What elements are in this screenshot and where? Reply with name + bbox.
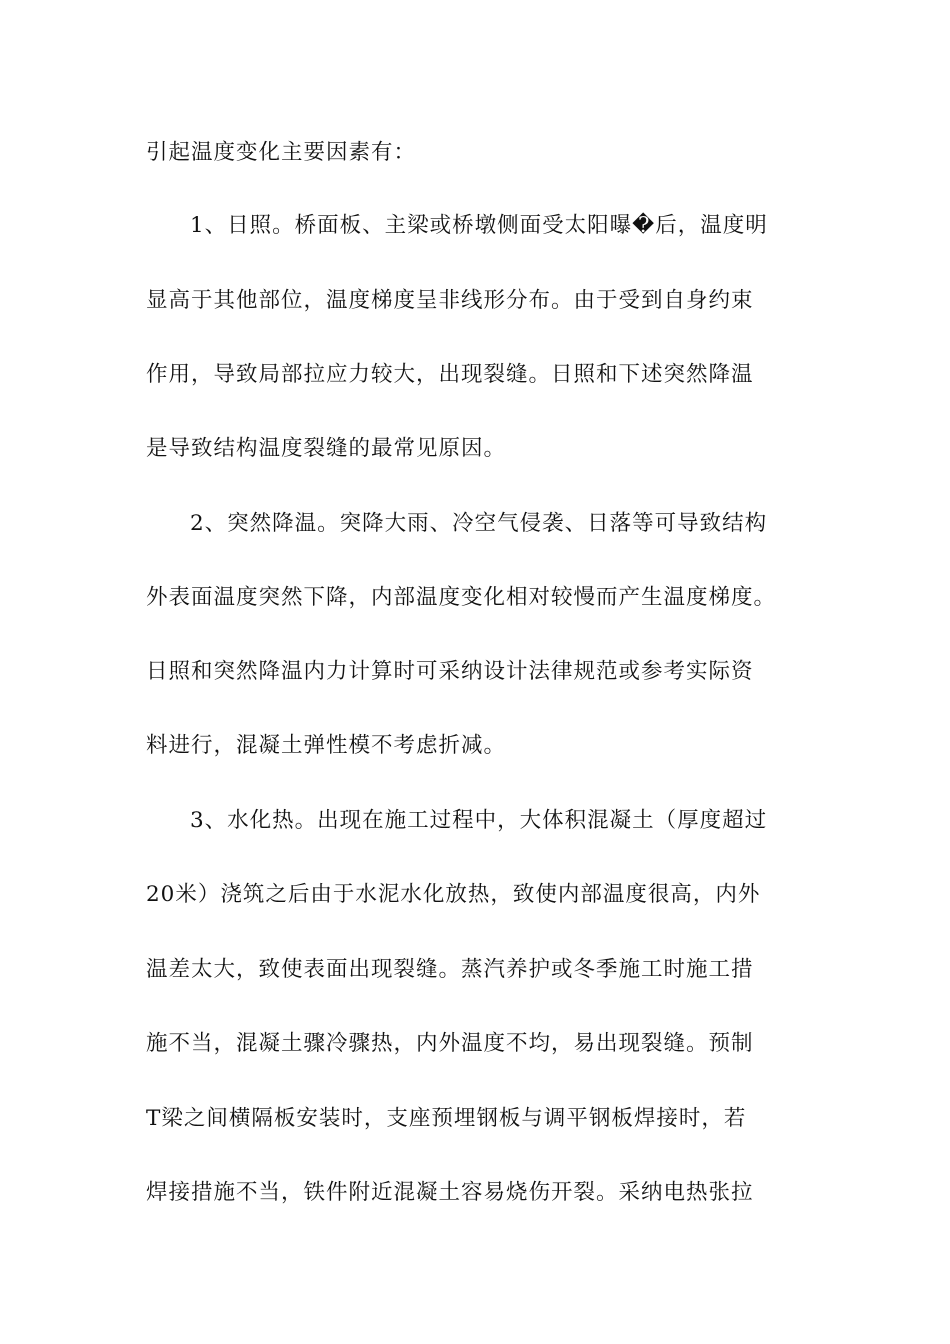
text-line: 日照和突然降温内力计算时可采纳设计法律规范或参考实际资 xyxy=(146,659,754,684)
text-line: 3、水化热。出现在施工过程中，大体积混凝土（厚度超过 xyxy=(190,808,768,833)
text-line: T梁之间横隔板安装时，支座预埋钢板与调平钢板焊接时，若 xyxy=(146,1106,747,1131)
text-line: 显高于其他部位，温度梯度呈非线形分布。由于受到自身约束 xyxy=(146,288,754,313)
text-line: 料进行，混凝土弹性模不考虑折减。 xyxy=(146,733,507,758)
text-line: 外表面温度突然下降，内部温度变化相对较慢而产生温度梯度。 xyxy=(146,585,777,610)
text-line: 温差太大，致使表面出现裂缝。蒸汽养护或冬季施工时施工措 xyxy=(146,957,754,982)
text-line: 焊接措施不当，铁件附近混凝土容易烧伤开裂。采纳电热张拉 xyxy=(146,1180,754,1205)
text-line: 20米）浇筑之后由于水泥水化放热，致使内部温度很高，内外 xyxy=(146,882,761,907)
text-line: 是导致结构温度裂缝的最常见原因。 xyxy=(146,436,507,461)
text-line: 2、突然降温。突降大雨、冷空气侵袭、日落等可导致结构 xyxy=(190,511,768,536)
text-line: 施不当，混凝土骤冷骤热，内外温度不均，易出现裂缝。预制 xyxy=(146,1031,754,1056)
text-line: 作用，导致局部拉应力较大，出现裂缝。日照和下述突然降温 xyxy=(146,362,754,387)
text-line: 1、日照。桥面板、主梁或桥墩侧面受太阳曝�后，温度明 xyxy=(190,213,768,238)
text-line: 引起温度变化主要因素有： xyxy=(146,140,417,165)
